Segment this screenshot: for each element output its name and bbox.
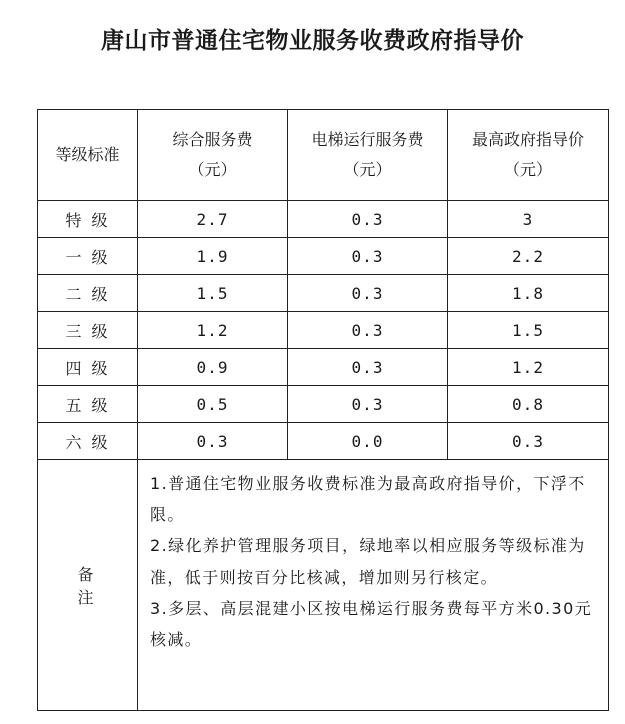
elevator-fee-cell: 0.3	[288, 275, 448, 312]
service-fee-cell: 0.3	[138, 423, 288, 460]
grade-cell: 六级	[38, 423, 138, 460]
table-row	[38, 423, 609, 460]
header-elevator-fee-label: 电梯运行服务费	[311, 129, 424, 149]
elevator-fee-cell: 0.3	[288, 386, 448, 423]
elevator-fee-cell: 0.0	[288, 423, 448, 460]
service-fee-cell: 2.7	[138, 201, 288, 238]
table-row	[38, 312, 609, 349]
header-max-price-unit: （元）	[503, 160, 552, 179]
grade-cell: 三级	[38, 312, 138, 349]
service-fee-cell: 1.2	[138, 312, 288, 349]
header-elevator-fee-unit: （元）	[343, 160, 392, 179]
remark-item: 2.绿化养护管理服务项目，绿地率以相应服务等级标准为准，低于则按百分比核减，增加则另行核定。	[150, 536, 586, 587]
header-grade	[38, 110, 138, 201]
grade-cell: 一级	[38, 238, 138, 275]
grade-cell: 特级	[38, 201, 138, 238]
elevator-fee-cell: 0.3	[288, 312, 448, 349]
table-row	[38, 349, 609, 386]
service-fee-cell: 1.5	[138, 275, 288, 312]
remark-item: 1.普通住宅物业服务收费标准为最高政府指导价，下浮不限。	[150, 474, 586, 525]
max-price-cell: 0.3	[448, 423, 609, 460]
remarks-label: 备注	[38, 460, 138, 711]
remark-item: 3.多层、高层混建小区按电梯运行服务费每平方米0.30元核减。	[150, 598, 593, 649]
page-title: 唐山市普通住宅物业服务收费政府指导价	[101, 27, 524, 54]
table-header-row	[38, 110, 609, 201]
max-price-cell: 3	[448, 201, 609, 238]
header-max-price	[448, 110, 609, 201]
grade-cell: 四级	[38, 349, 138, 386]
table-row	[38, 238, 609, 275]
header-service-fee	[138, 110, 288, 201]
max-price-cell: 1.2	[448, 349, 609, 386]
table-row	[38, 275, 609, 312]
header-grade-label: 等级标准	[55, 144, 120, 164]
header-max-price-label: 最高政府指导价	[471, 129, 584, 149]
max-price-cell: 1.5	[448, 312, 609, 349]
service-fee-cell: 0.5	[138, 386, 288, 423]
elevator-fee-cell: 0.3	[288, 349, 448, 386]
max-price-cell: 1.8	[448, 275, 609, 312]
header-service-fee-unit: （元）	[188, 160, 237, 179]
service-fee-cell: 0.9	[138, 349, 288, 386]
max-price-cell: 0.8	[448, 386, 609, 423]
elevator-fee-cell: 0.3	[288, 238, 448, 275]
table-row	[38, 386, 609, 423]
header-service-fee-label: 综合服务费	[172, 129, 253, 149]
table-row	[38, 201, 609, 238]
max-price-cell: 2.2	[448, 238, 609, 275]
grade-cell: 二级	[38, 275, 138, 312]
header-elevator-fee	[288, 110, 448, 201]
grade-cell: 五级	[38, 386, 138, 423]
remarks-row	[38, 460, 609, 711]
service-fee-cell: 1.9	[138, 238, 288, 275]
elevator-fee-cell: 0.3	[288, 201, 448, 238]
remarks-body	[138, 460, 609, 711]
fee-table	[37, 109, 609, 711]
